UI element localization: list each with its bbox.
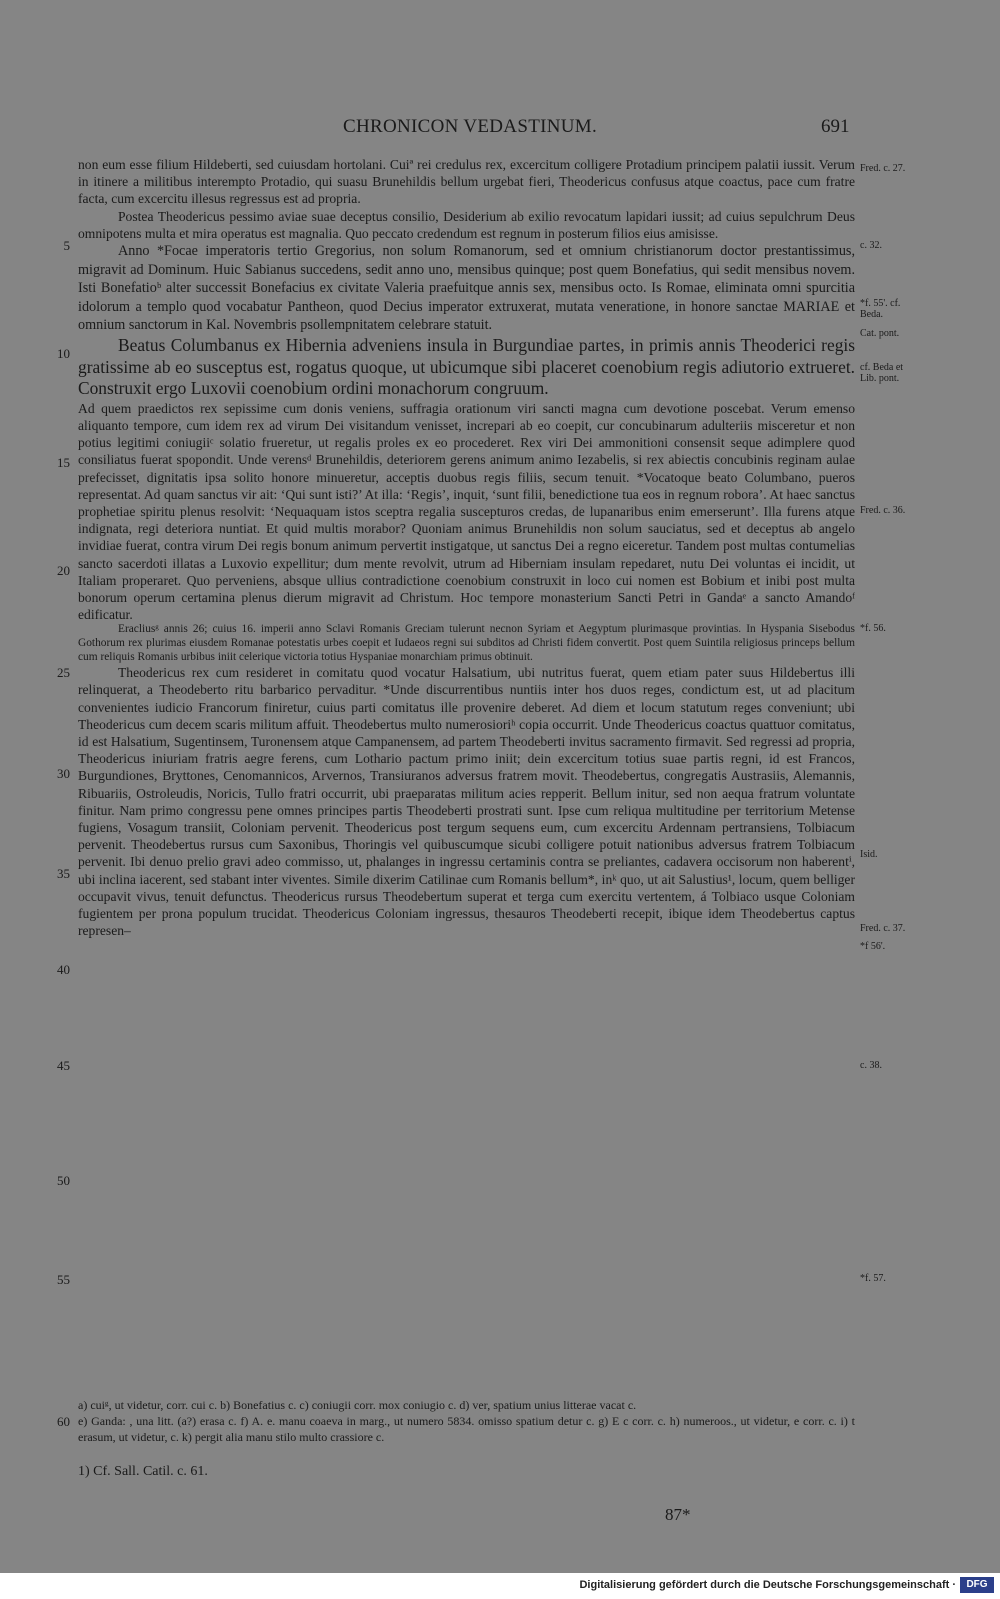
paragraph: Theodericus rex cum resideret in comitatu quod vocatur Halsatium, ubi nutritus fuerat, quem etiam pater suus Hildebertus illi relinquerat, a Theodeberto ritu barbarico pervaditur. *Unde discurrentibus nuntiis inter hos duos reges, condictum est, ut ad placitum convenientes iudicio Francorum finiretur, cuius parti comitatus ille provenire deberet. Ad diem et locum statutum reges conveniunt; ubi Theodericus cum decem scaris militum affuit. Theodebertus multo numerosioriʰ copia occurrit. Unde Theodericus coactus quattuor comitatus, id est Halsatium, Sugentinsem, Turonensem atque Campanensem, ad partem Theodeberti invitus sacramento firmavit. Sed regressi ad propria, Theodericus iniuriam fratris aegre ferens, cum Lothario pactum primo iniit; dein excercitum totius suae partis regni, id est Francos, Burgundiones, Bryttones, Cenomannicos, Arvernos, Transiuranos adversus fratrem movit. Theodebertus, congregatis Austrasiis, Alemannis, Ribuariis, Ostroleudis, Noricis, Tullo fratri occurrit, ubi praeparatas militum acies repperit. Bellum initur, sed non aequa fratrum voluntate finitur. Nam primo congressu pene omnes principes partis Theodeberti prostrati sunt. Ipse cum reliqua multitudine per territorium Metense fugiens, Vosagum transiit, Coloniam pervenit. Theodericus post tergum sequens eum, cum excercitu Ardennam pertransiens, Tolbiacum pervenit. Theodebertus rursus cum Saxonibus, Thoringis vel quibuscumque sicubi colligere potuit nationibus adversus fratrem Tolbiacum pervenit. Ibi denuo prelio gravi adeo commisso, ut, phalanges in ingressu certaminis contra se preliantes, cadavera occisorum non haberentⁱ, ubi inclina iacerent, sed stabant inter viventes. Simile dixerim Catilinae cum Romanis bellum*, inᵏ quo, ut ait Salustius¹, locum, quem belliger occupavit vivus, tenuit defunctus. Theodericus rursus Theodebertum superat et terga cum exercitu vertentem, á Tolbiaco usque Coloniam fugientem per prona populum trucidat. Theodericus Coloniam ingressus, thesauros Theodeberti recepit, ibique idem Theodebertus captus represen– [78, 665, 855, 939]
margin-note: c. 32. [860, 240, 882, 251]
margin-note: *f. 56. [860, 623, 886, 634]
line-number: 15 [57, 455, 70, 470]
line-number: 45 [57, 1058, 70, 1073]
margin-note: *f 56'. [860, 941, 886, 952]
margin-note: c. 38. [860, 1060, 882, 1071]
line-number: 10 [57, 346, 70, 361]
paragraph: non eum esse filium Hildeberti, sed cuiusdam hortolani. Cuiª rei credulus rex, excercitum colligere Protadium principem palatii iussit. Verum in itinere a militibus interempto Protadio, qui suasu Brunehildis bellum urgebat fieri, Theodericus confusus atque coactus, pace cum fratre facta, cum excercitu illesus regressus est ad propria. [78, 157, 855, 207]
main-text [78, 156, 855, 939]
line-number: 55 [57, 1272, 70, 1287]
margin-note: Fred. c. 37. [860, 923, 906, 934]
page-header [0, 112, 1000, 142]
footnote-line: e) Ganda: , una litt. (a?) erasa c. f) A. e. manu coaeva in marg., ut numero 5834. omisso spatium detur c. g) E c corr. c. h) numeroos., ut videtur, e corr. c. i) t erasum, ut videtur, c. k) pergit alia manu stilo multo crassiore c. [78, 1414, 855, 1444]
margin-note: *f. 57. [860, 1273, 886, 1284]
line-number: 20 [57, 563, 70, 578]
line-number: 50 [57, 1173, 70, 1188]
paragraph: Eracliusᵍ annis 26; cuius 16. imperii anno Sclavi Romanis Greciam tulerunt necnon Syriam et Aegyptum plurimasque provintias. In Hyspania Sisebodus Gothorum rex plurimas eiusdem Romanae potestatis urbes coepit et Iudaeos regni sui subditos ad Christi fidem convertit. Post quem Suintila religiosus princeps bellum cum reliquis Romanis urbibus iniit celerique victoria totius Hyspaniae monarchiam primus obtinuit. [78, 623, 855, 663]
margin-note: Fred. c. 36. [860, 505, 906, 516]
line-number: 40 [57, 962, 70, 977]
paragraph: Ad quem praedictos rex sepissime cum donis veniens, suffragia orationum viri sancti magna cum devotione poscebat. Verum emenso aliquanto tempore, cum idem rex ad virum Dei visitandum venisset, increpari ab eo coepit, cur concubinarum adulteriis misceretur et non potius legitimi coniugiiᶜ solatio frueretur, ut regalis proles ex eo procederet. Rex viri Dei ammonitioni consensit seque adimplere quod consiliatus fuerat spopondit. Unde verensᵈ Brunehildis, deteriorem gerens animum animo Iezabelis, si rex abiectis concubinis reginam aulae prefecisset, dignitatis ipsa solito honore minueretur, acceptis duobus regis filiis, secum tenuit. *Vocatoque beato Columbano, pueros representat. Ad quam sanctus vir ait: ‘Qui sunt isti?’ At illa: ‘Regis’, inquit, ‘sunt filii, benedictione tua eos in regnum robora’. At haec sanctus prophetiae spiritu plenus resolvit: ‘Nequaquam istos sceptra regalia suscepturos credas, de lupanaribus enim emerserunt’. Illa furens atque indignata, regi deteriora nuntiat. Et quid multis morabor? Quoniam animus Brunehildis non solum sauciatus, sed et deceptus ab angelo invidiae fuerat, contra virum Dei regis bonum animum pervertit instigatque, ut sanctus Dei a regno eiceretur. Tandem post multas contumelias sancto sacerdoti illatas a Luxovio expellitur; dum mente revolvit, utrum ad Hiberniam insulam repedaret, nutu Dei voluntas ei incidit, ut Italiam properaret. Quo perveniens, absque ullius contradictione coenobium construxit in loco cui nomen est Bobium et inibi post multa bonorum operum certamina plenus dierum migravit ad Christum. Hoc tempore monasterium Sancti Petri in Gandaᵉ a sancto Amandoᶠ edificatur. [78, 400, 855, 623]
page-number: 691 [821, 116, 850, 137]
footnotes [78, 1397, 855, 1445]
funding-credit: Digitalisierung gefördert durch die Deutsche Forschungsgemeinschaft · [579, 1579, 956, 1591]
running-title: CHRONICON VEDASTINUM. [343, 116, 598, 137]
line-number: 5 [63, 238, 70, 253]
paragraph: Beatus Columbanus ex Hibernia adveniens insula in Burgundiae partes, in primis annis Theoderici regis gratissime ab eo susceptus est, rogatus quoque, ut ubicumque sibi placeret coenobium regis adiutorio extrueret. Construxit ergo Luxovii coenobium ordini monachorum congruum. [78, 334, 855, 399]
margin-note: cf. Beda et Lib. pont. [860, 362, 904, 384]
paragraph: Postea Theodericus pessimo aviae suae deceptus consilio, Desiderium ab exilio revocatum lapidari iussit; ad cuius sepulchrum Deus omnipotens multa et mira operatus est magnalia. Quo peccato credendum est regnum in posterum filios eius amisisse. [78, 208, 855, 241]
line-number: 30 [57, 766, 70, 781]
line-number: 60 [57, 1414, 70, 1429]
footer-bar [0, 1573, 1000, 1599]
footnote-line: a) cuiᵍ, ut videtur, corr. cui c. b) Bonefatius c. c) coniugii corr. mox coniugio c. d) ver, spatium unius litterae vacat c. [78, 1398, 637, 1412]
margin-note: Isid. [860, 849, 878, 860]
source-note: 1) Cf. Sall. Catil. c. 61. [78, 1464, 208, 1479]
line-number: 35 [57, 866, 70, 881]
margin-note: *f. 55'. cf. Beda. [860, 298, 901, 320]
paragraph: Anno *Focae imperatoris tertio Gregorius, non solum Romanorum, sed et omnium christianorum doctor prestantissimus, migravit ad Dominum. Huic Sabianus succedens, sedit anno uno, mensibus quinque; post quem Bonefatius, qui sedit mensibus novem. Isti Bonefatioᵇ alter successit Bonefacius ex civitate Valeria praefuitque annis sex, mensibus octo. Is Romae, eliminata omni spurcitia idolorum a templo quod vocabatur Pantheon, quod Decius imperator extruxerat, mutata veneratione, in honore sanctae MARIAE et omnium sanctorum in Kal. Novembris psollempnitatem celebrare statuit. [78, 243, 855, 334]
margin-note: Fred. c. 27. [860, 163, 906, 174]
dfg-logo: DFG [960, 1577, 994, 1593]
line-number: 25 [57, 665, 70, 680]
margin-note: Cat. pont. [860, 328, 900, 339]
sheet-signature: 87* [665, 1505, 691, 1524]
